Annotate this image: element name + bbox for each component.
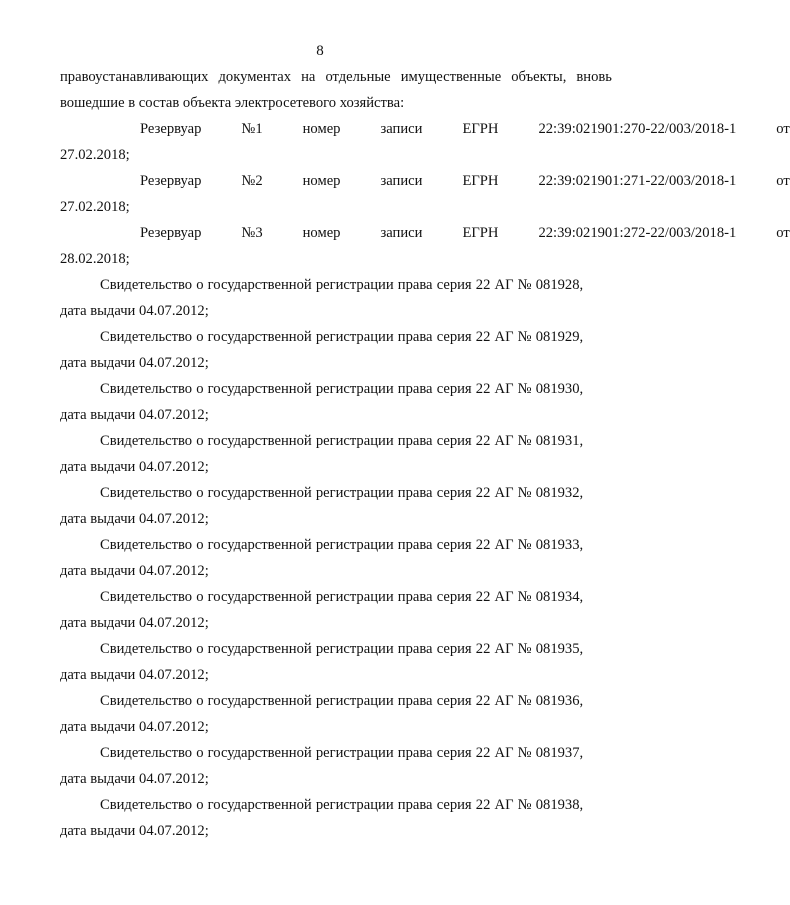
- reservoir-word: Резервуар: [140, 225, 202, 241]
- intro-word: на: [301, 69, 316, 85]
- intro-word: правоустанавливающих: [60, 69, 209, 85]
- reservoir-line: [60, 168, 790, 194]
- certificate-entry: [60, 636, 612, 688]
- certificate-issue-date: дата выдачи 04.07.2012;: [60, 615, 209, 631]
- certificate-entry: [60, 376, 612, 428]
- certificate-entry: [60, 480, 612, 532]
- reservoir-word: ЕГРН: [462, 121, 499, 137]
- certificate-line: Свидетельство о государственной регистрации права серия 22 АГ № 081936,: [100, 693, 584, 709]
- intro-word: отдельные: [325, 69, 391, 85]
- reservoir-number: №3: [241, 225, 263, 241]
- reservoir-word: Резервуар: [140, 121, 202, 137]
- certificate-line: Свидетельство о государственной регистрации права серия 22 АГ № 081930,: [100, 381, 584, 397]
- reservoir-word: записи: [380, 225, 423, 241]
- certificate-entry: [60, 688, 612, 740]
- intro-paragraph: [60, 64, 612, 116]
- egrn-record-number: 22:39:021901:272-22/003/2018-1: [538, 225, 737, 241]
- reservoir-number: №1: [241, 121, 263, 137]
- certificate-entry: [60, 792, 612, 844]
- reservoir-word: ЕГРН: [462, 225, 499, 241]
- egrn-record-number: 22:39:021901:271-22/003/2018-1: [538, 173, 737, 189]
- certificate-entry: [60, 272, 612, 324]
- reservoir-word: от: [776, 173, 790, 189]
- certificate-issue-date: дата выдачи 04.07.2012;: [60, 823, 209, 839]
- certificate-line: Свидетельство о государственной регистрации права серия 22 АГ № 081928,: [100, 277, 584, 293]
- reservoir-word: номер: [302, 173, 341, 189]
- certificate-issue-date: дата выдачи 04.07.2012;: [60, 407, 209, 423]
- certificate-entry: [60, 740, 612, 792]
- certificate-issue-date: дата выдачи 04.07.2012;: [60, 563, 209, 579]
- reservoir-word: ЕГРН: [462, 173, 499, 189]
- reservoir-line: [60, 220, 790, 246]
- certificate-issue-date: дата выдачи 04.07.2012;: [60, 511, 209, 527]
- reservoir-word: от: [776, 121, 790, 137]
- certificate-issue-date: дата выдачи 04.07.2012;: [60, 719, 209, 735]
- reservoir-word: номер: [302, 121, 341, 137]
- document-body: [60, 64, 790, 844]
- egrn-record-number: 22:39:021901:270-22/003/2018-1: [538, 121, 737, 137]
- certificate-entry: [60, 532, 612, 584]
- certificate-issue-date: дата выдачи 04.07.2012;: [60, 303, 209, 319]
- reservoir-number: №2: [241, 173, 263, 189]
- reservoir-date: 28.02.2018;: [60, 251, 130, 267]
- reservoir-date: 27.02.2018;: [60, 147, 130, 163]
- certificate-issue-date: дата выдачи 04.07.2012;: [60, 667, 209, 683]
- certificate-line: Свидетельство о государственной регистрации права серия 22 АГ № 081932,: [100, 485, 584, 501]
- intro-word: вновь: [576, 69, 612, 85]
- certificate-line: Свидетельство о государственной регистрации права серия 22 АГ № 081934,: [100, 589, 584, 605]
- certificate-line: Свидетельство о государственной регистрации права серия 22 АГ № 081935,: [100, 641, 584, 657]
- certificate-issue-date: дата выдачи 04.07.2012;: [60, 355, 209, 371]
- certificate-entry: [60, 584, 612, 636]
- reservoir-entry: [60, 168, 790, 220]
- reservoir-line: [60, 116, 790, 142]
- reservoir-entry: [60, 220, 790, 272]
- certificate-issue-date: дата выдачи 04.07.2012;: [60, 459, 209, 475]
- certificate-line: Свидетельство о государственной регистрации права серия 22 АГ № 081933,: [100, 537, 584, 553]
- certificate-line: Свидетельство о государственной регистрации права серия 22 АГ № 081931,: [100, 433, 584, 449]
- intro-word: имущественные: [400, 69, 502, 85]
- reservoir-word: записи: [380, 121, 423, 137]
- intro-word: документах: [218, 69, 292, 85]
- intro-line-1: [60, 64, 612, 90]
- certificate-issue-date: дата выдачи 04.07.2012;: [60, 771, 209, 787]
- page-number: 8: [316, 43, 324, 59]
- reservoir-entry: [60, 116, 790, 168]
- reservoir-word: номер: [302, 225, 341, 241]
- reservoir-word: от: [776, 225, 790, 241]
- certificate-entry: [60, 324, 612, 376]
- reservoir-date: 27.02.2018;: [60, 199, 130, 215]
- reservoir-word: Резервуар: [140, 173, 202, 189]
- certificate-line: Свидетельство о государственной регистрации права серия 22 АГ № 081929,: [100, 329, 584, 345]
- certificate-line: Свидетельство о государственной регистрации права серия 22 АГ № 081938,: [100, 797, 584, 813]
- certificate-entry: [60, 428, 612, 480]
- intro-word: объекты,: [511, 69, 567, 85]
- certificate-line: Свидетельство о государственной регистрации права серия 22 АГ № 081937,: [100, 745, 584, 761]
- intro-line-2: вошедшие в состав объекта электросетевого хозяйства:: [60, 95, 405, 111]
- reservoir-word: записи: [380, 173, 423, 189]
